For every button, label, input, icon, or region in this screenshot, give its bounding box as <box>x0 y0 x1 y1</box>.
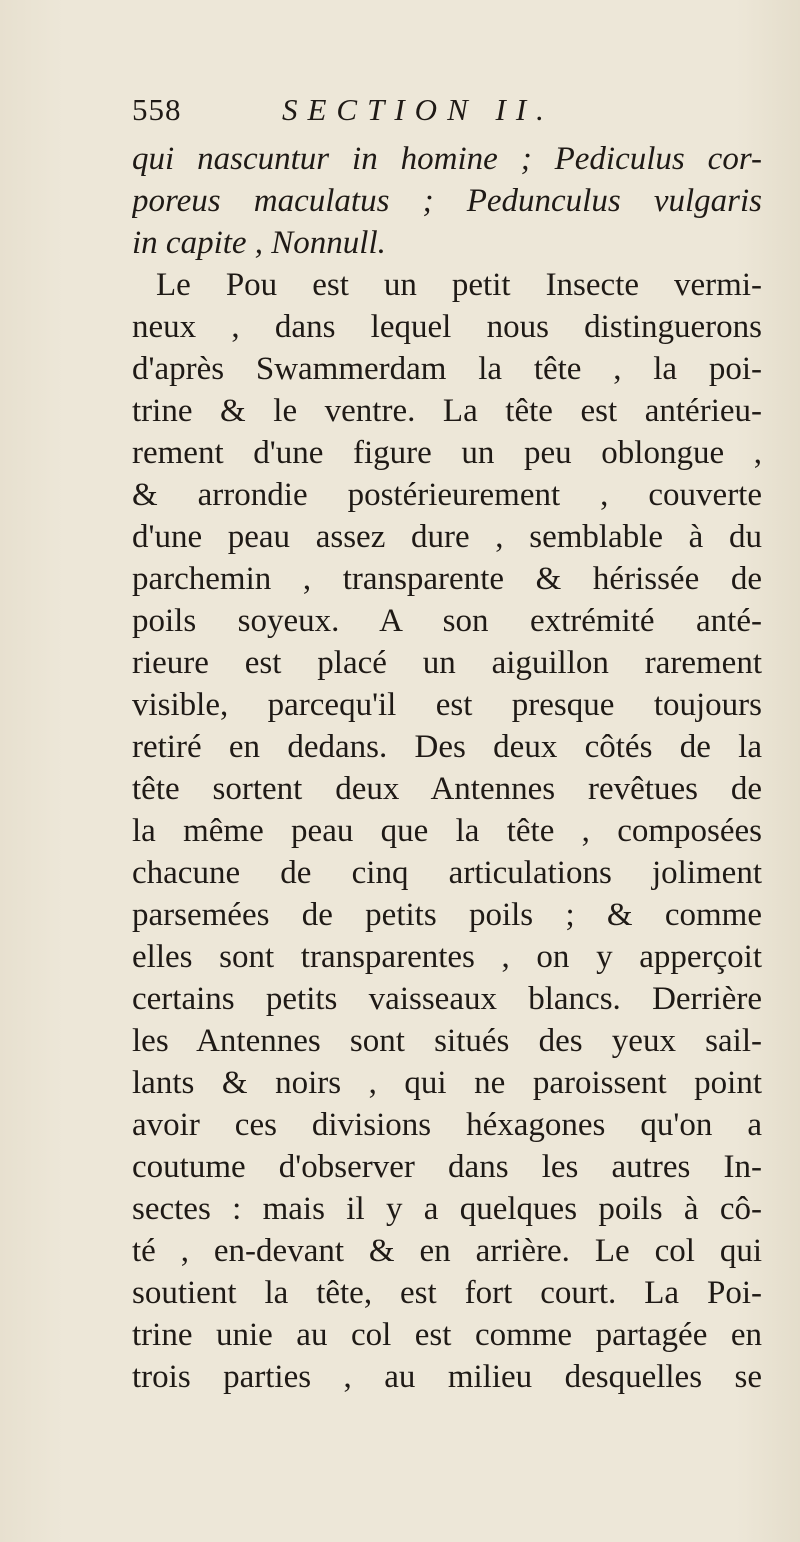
text-line: parsemées de petits poils ; & comme <box>132 897 762 933</box>
text-line: coutume d'observer dans les autres In- <box>132 1149 762 1185</box>
text-line: in capite , Nonnull. <box>132 225 386 261</box>
text-line: rement d'une figure un peu oblongue , <box>132 435 762 471</box>
text-line: certains petits vaisseaux blancs. Derrière <box>132 981 762 1017</box>
text-line: parchemin , transparente & hérissée de <box>132 561 762 597</box>
text-line: poils soyeux. A son extrémité anté- <box>132 603 762 639</box>
text-line: visible, parcequ'il est presque toujours <box>132 687 762 723</box>
text-line: lants & noirs , qui ne paroissent point <box>132 1065 762 1101</box>
text-line: d'après Swammerdam la tête , la poi- <box>132 351 762 387</box>
text-line: retiré en dedans. Des deux côtés de la <box>132 729 762 765</box>
text-line: chacune de cinq articulations joliment <box>132 855 762 891</box>
text-line: les Antennes sont situés des yeux sail- <box>132 1023 762 1059</box>
text-line: Le Pou est un petit Insecte vermi- <box>156 267 762 303</box>
text-line: qui nascuntur in homine ; Pediculus cor- <box>132 141 762 177</box>
text-line: té , en-devant & en arrière. Le col qui <box>132 1233 762 1269</box>
text-line: d'une peau assez dure , semblable à du <box>132 519 762 555</box>
text-line: avoir ces divisions héxagones qu'on a <box>132 1107 762 1143</box>
text-line: poreus maculatus ; Pedunculus vulgaris <box>132 183 762 219</box>
page-number: 558 <box>132 92 182 127</box>
text-line: trois parties , au milieu desquelles se <box>132 1359 762 1395</box>
text-line: elles sont transparentes , on y apperçoit <box>132 939 762 975</box>
running-head: SECTION II. <box>282 92 554 127</box>
page-header <box>132 92 772 142</box>
text-line: soutient la tête, est fort court. La Poi- <box>132 1275 762 1311</box>
text-line: trine unie au col est comme partagée en <box>132 1317 762 1353</box>
text-line: neux , dans lequel nous distinguerons <box>132 309 762 345</box>
body-text <box>132 138 762 1398</box>
text-line: la même peau que la tête , composées <box>132 813 762 849</box>
text-line: trine & le ventre. La tête est antérieu- <box>132 393 762 429</box>
text-line: sectes : mais il y a quelques poils à cô- <box>132 1191 762 1227</box>
text-line: rieure est placé un aiguillon rarement <box>132 645 762 681</box>
text-line: & arrondie postérieurement , couverte <box>132 477 762 513</box>
text-line: tête sortent deux Antennes revêtues de <box>132 771 762 807</box>
